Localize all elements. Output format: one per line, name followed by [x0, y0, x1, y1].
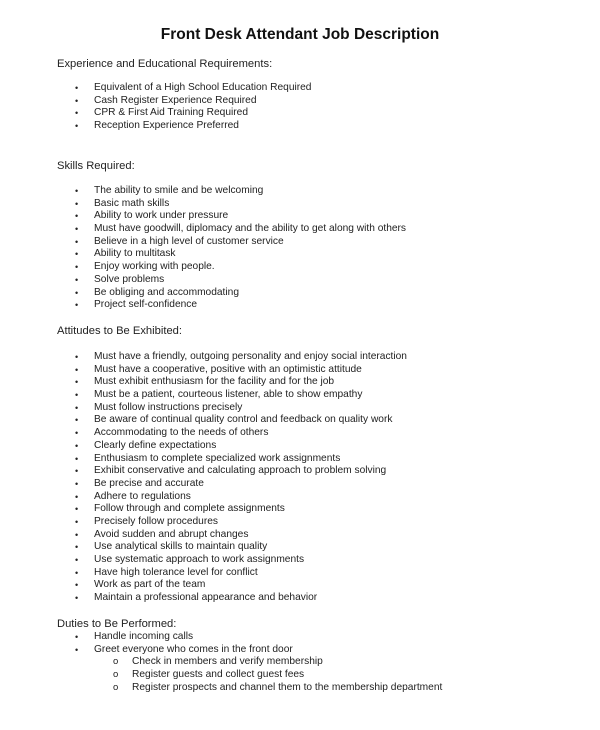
bullet-icon: •: [75, 516, 79, 527]
list-item: • Must be a patient, courteous listener, able to show empathy: [75, 389, 363, 401]
list-item: • Avoid sudden and abrupt changes: [75, 528, 249, 540]
bullet-icon: •: [75, 364, 79, 375]
list-item: • Cash Register Experience Required: [75, 94, 257, 106]
sublist-item: o Register guests and collect guest fees: [113, 669, 305, 681]
section-heading-skills: Skills Required:: [57, 160, 135, 172]
bullet-icon: •: [75, 198, 79, 209]
list-item: • Maintain a professional appearance and behavior: [75, 592, 318, 604]
experience-list: [0, 82, 311, 133]
list-item: • Accommodating to the needs of others: [75, 427, 269, 439]
list-item: • Exhibit conservative and calculating approach to problem solving: [75, 465, 387, 477]
section-heading-duties: Duties to Be Performed:: [57, 618, 177, 630]
list-item: • Be aware of continual quality control and feedback on quality work: [75, 414, 393, 426]
bullet-icon: •: [75, 453, 79, 464]
list-item-nested: [0, 656, 442, 694]
bullet-icon: •: [75, 428, 79, 439]
bullet-icon: •: [75, 262, 79, 273]
bullet-icon: •: [75, 466, 79, 477]
list-item: • Must have goodwill, diplomacy and the ability to get along with others: [75, 223, 407, 235]
list-item: • Handle incoming calls: [75, 631, 194, 642]
list-item: • Must exhibit enthusiasm for the facility and for the job: [75, 376, 335, 388]
bullet-icon: •: [75, 186, 79, 196]
list-item: • CPR & First Aid Training Required: [75, 107, 249, 119]
list-item: • Must have a cooperative, positive with an optimistic attitude: [75, 363, 362, 375]
bullet-icon: •: [75, 211, 79, 222]
list-item: • Must have a friendly, outgoing personality and enjoy social interaction: [75, 351, 407, 362]
list-item: • Believe in a high level of customer service: [75, 235, 284, 247]
bullet-icon: •: [75, 224, 79, 235]
bullet-icon: •: [75, 555, 79, 565]
list-item: • Work as part of the team: [75, 579, 206, 591]
bullet-icon: •: [75, 402, 79, 413]
bullet-icon: •: [75, 529, 79, 540]
circle-bullet-icon: o: [113, 656, 119, 668]
list-item: • Must follow instructions precisely: [75, 401, 243, 413]
list-item: • Enjoy working with people.: [75, 261, 215, 273]
list-item: • Adhere to regulations: [75, 490, 191, 502]
bullet-icon: •: [75, 249, 79, 260]
list-item: • Clearly define expectations: [75, 439, 217, 451]
circle-bullet-icon: o: [113, 669, 119, 681]
list-item: • Reception Experience Preferred: [75, 120, 239, 132]
list-item: • Use systematic approach to work assignments: [75, 554, 305, 565]
bullet-icon: •: [75, 415, 79, 426]
bullet-icon: •: [75, 95, 79, 106]
bullet-icon: •: [75, 121, 79, 132]
document-title: Front Desk Attendant Job Description: [160, 26, 440, 43]
attitudes-list: [0, 351, 407, 605]
duties-list: [0, 631, 442, 694]
list-item: • Project self-confidence: [75, 299, 198, 311]
bullet-icon: •: [75, 108, 79, 119]
bullet-icon: •: [75, 632, 79, 642]
list-item: • Be precise and accurate: [75, 477, 204, 489]
bullet-icon: •: [75, 440, 79, 451]
list-item: • Solve problems: [75, 273, 165, 285]
bullet-icon: •: [75, 504, 79, 515]
sublist-item: o Register prospects and channel them to the membership department: [113, 681, 443, 693]
bullet-icon: •: [75, 644, 79, 655]
bullet-icon: •: [75, 236, 79, 247]
bullet-icon: •: [75, 542, 79, 553]
circle-bullet-icon: o: [113, 681, 119, 693]
list-item: • The ability to smile and be welcoming: [75, 185, 264, 196]
bullet-icon: •: [75, 491, 79, 502]
list-item: • Ability to multitask: [75, 248, 176, 260]
list-item: • Use analytical skills to maintain quality: [75, 541, 268, 553]
sublist-item: o Check in members and verify membership: [113, 656, 323, 668]
bullet-icon: •: [75, 274, 79, 285]
list-item: • Enthusiasm to complete specialized work assignments: [75, 452, 341, 464]
list-item: • Follow through and complete assignments: [75, 503, 285, 515]
list-item: • Have high tolerance level for conflict: [75, 566, 258, 578]
skills-list: [0, 185, 406, 312]
duties-sublist: [94, 656, 442, 694]
bullet-icon: •: [75, 593, 79, 604]
list-item: • Ability to work under pressure: [75, 210, 229, 222]
list-item: • Precisely follow procedures: [75, 515, 219, 527]
list-item: • Basic math skills: [75, 197, 170, 209]
bullet-icon: •: [75, 567, 79, 578]
section-heading-experience: Experience and Educational Requirements:: [57, 58, 273, 70]
list-item: • Equivalent of a High School Education Required: [75, 82, 312, 93]
bullet-icon: •: [75, 300, 79, 311]
bullet-icon: •: [75, 580, 79, 591]
list-item: • Be obliging and accommodating: [75, 286, 239, 298]
section-heading-attitudes: Attitudes to Be Exhibited:: [57, 325, 183, 337]
list-item: • Greet everyone who comes in the front door: [75, 643, 293, 655]
bullet-icon: •: [75, 287, 79, 298]
bullet-icon: •: [75, 478, 79, 489]
bullet-icon: •: [75, 377, 79, 388]
bullet-icon: •: [75, 390, 79, 401]
bullet-icon: •: [75, 352, 79, 362]
bullet-icon: •: [75, 83, 79, 93]
